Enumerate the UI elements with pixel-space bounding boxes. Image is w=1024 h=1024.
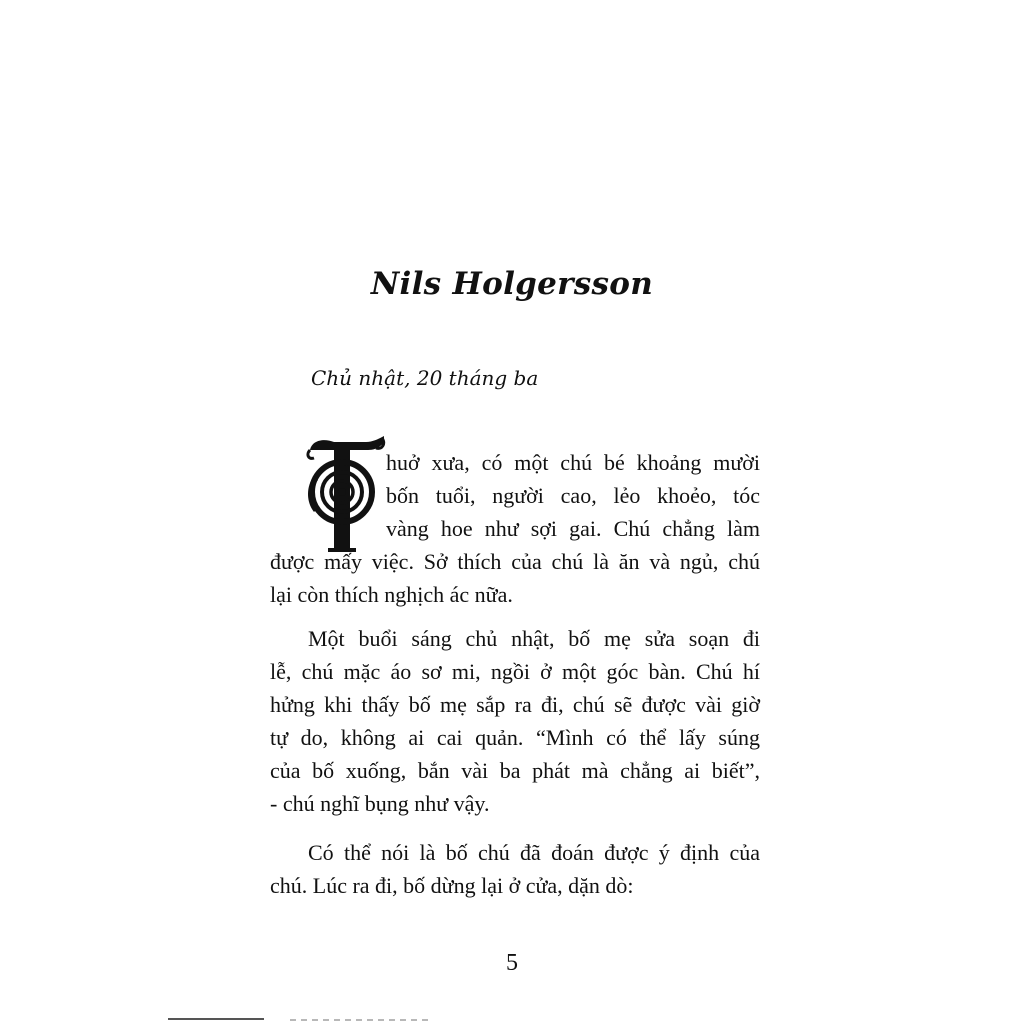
scan-edge-smudge bbox=[290, 1019, 430, 1021]
paragraph-line: vàng hoe như sợi gai. Chú chẳng làm bbox=[386, 516, 760, 541]
page-number: 5 bbox=[506, 950, 518, 976]
paragraph-line: huở xưa, có một chú bé khoảng mười bbox=[386, 450, 760, 475]
paragraph-line: lễ, chú mặc áo sơ mi, ngồi ở một góc bàn. Chú hí bbox=[270, 659, 760, 684]
paragraph-line: được mấy việc. Sở thích của chú là ăn và ngủ, chú bbox=[270, 549, 760, 574]
drop-cap-letter bbox=[304, 436, 386, 552]
chapter-date: Chủ nhật, 20 tháng ba bbox=[311, 366, 539, 390]
paragraph-3 bbox=[270, 836, 760, 902]
chapter-title: Nils Holgersson bbox=[370, 266, 654, 302]
paragraph-line: chú. Lúc ra đi, bố dừng lại ở cửa, dặn dò: bbox=[270, 873, 634, 898]
paragraph-line: Một buổi sáng chủ nhật, bố mẹ sửa soạn đi bbox=[308, 626, 760, 651]
paragraph-line: của bố xuống, bắn vài ba phát mà chẳng ai biết”, bbox=[270, 758, 760, 783]
paragraph-line: lại còn thích nghịch ác nữa. bbox=[270, 582, 513, 607]
paragraph-line: tự do, không ai cai quản. “Mình có thể lấy súng bbox=[270, 725, 760, 750]
paragraph-line: hửng khi thấy bố mẹ sắp ra đi, chú sẽ được vài giờ bbox=[270, 692, 760, 717]
paragraph-2 bbox=[270, 622, 760, 820]
paragraph-1-opening bbox=[386, 446, 760, 545]
scan-edge-line bbox=[168, 1018, 264, 1020]
paragraph-line: Có thể nói là bố chú đã đoán được ý định của bbox=[308, 840, 760, 865]
paragraph-line: bốn tuổi, người cao, lẻo khoẻo, tóc bbox=[386, 483, 760, 508]
paragraph-line: - chú nghĩ bụng như vậy. bbox=[270, 791, 490, 816]
paragraph-1-rest bbox=[270, 545, 760, 611]
